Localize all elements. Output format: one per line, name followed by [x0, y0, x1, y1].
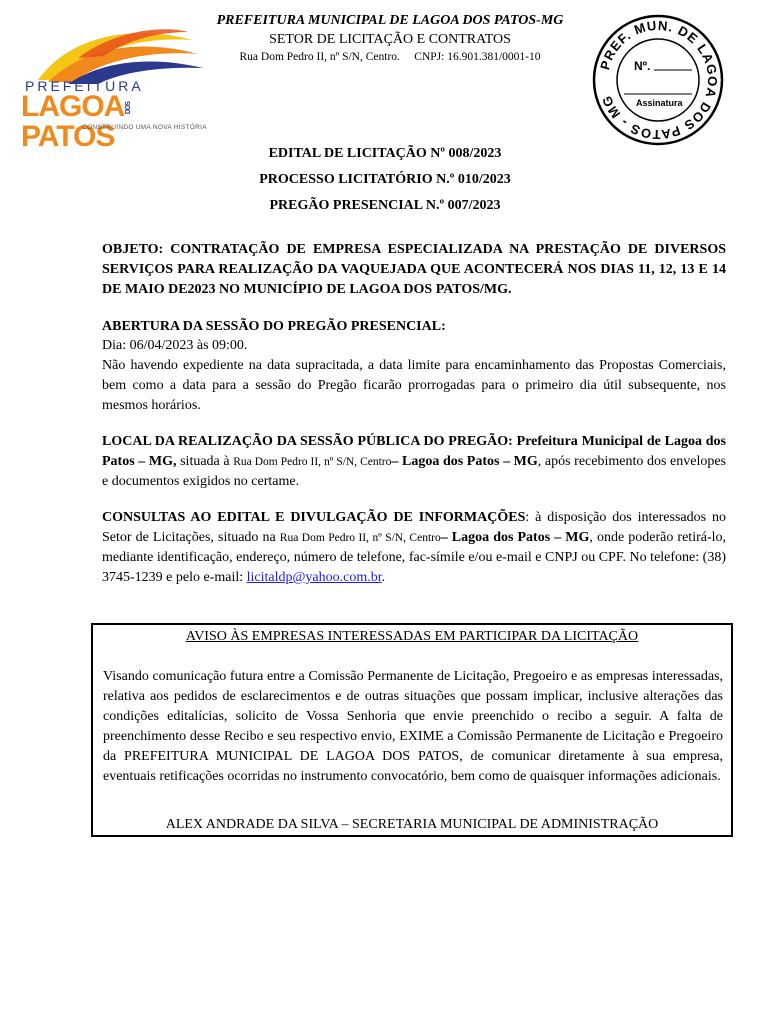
local-city: – Lagoa dos Patos – MG — [391, 454, 538, 469]
consultas-paragraph — [102, 508, 726, 588]
abertura-heading: ABERTURA DA SESSÃO DO PREGÃO PRESENCIAL: — [102, 319, 446, 334]
objeto-paragraph: OBJETO: CONTRATAÇÃO DE EMPRESA ESPECIALIZADA NA PRESTAÇÃO DE DIVERSOS SERVIÇOS PARA REALIZAÇÃO DA VAQUEJADA QUE ACONTECERÁ NOS DIAS 11, 12, 13 E 14 DE MAIO DE2023 NO MUNICÍPIO DE LAGOA DOS PATOS/MG. — [102, 242, 726, 297]
stamp-ring-text: PREF. MUN. DE LAGOA DOS PATOS - MG — [597, 17, 721, 143]
logo-text-lagoa-dos-patos — [21, 92, 208, 152]
local-address: Rua Dom Pedro II, nº S/N, Centro — [233, 456, 392, 468]
consultas-end: . — [381, 570, 386, 585]
logo-text-lagoa: LAGOA — [21, 90, 125, 123]
logo-text-patos: PATOS — [21, 120, 115, 153]
consultas-text-2: , onde poderão retirá-lo, mediante identificação, endereço, número de telefone, fac-símile e/ou e-mail e CNPJ ou CPF. No telefone: (38) 3745-1239 e pelo e-mail: — [102, 530, 727, 585]
title-pregao: PREGÃO PRESENCIAL N.º 007/2023 — [269, 198, 501, 213]
stamp-number-label: Nº. — [634, 59, 651, 73]
stamp-signature-label: Assinatura — [636, 98, 683, 108]
local-paragraph — [102, 432, 726, 492]
logo-tagline: CONSTRUINDO UMA NOVA HISTÓRIA — [82, 124, 207, 131]
header-prefeitura: PREFEITURA MUNICIPAL DE LAGOA DOS PATOS-MG — [216, 13, 564, 28]
aviso-title: AVISO ÀS EMPRESAS INTERESSADAS EM PARTICIPAR DA LICITAÇÃO — [185, 629, 639, 644]
svg-text:PREF. MUN. DE LAGOA DOS PATOS — [597, 18, 720, 142]
header-setor: SETOR DE LICITAÇÃO E CONTRATOS — [269, 32, 511, 47]
local-heading: LOCAL DA REALIZAÇÃO DA SESSÃO PÚBLICA DO PREGÃO: Prefeitura Municipal de Lagoa dos Patos – MG, — [102, 434, 726, 469]
aviso-body: Visando comunicação futura entre a Comissão Permanente de Licitação, Pregoeiro e as empresas interessadas, relativa aos pedidos de esclarecimentos e de outras situações que possam implicar, inclusive alterações das condições editalícias, solicito de Vossa Senhoria que envie preenchido o recibo a seguir. A falta de preenchimento desse Recibo e seu respectivo envio, EXIME a Comissão Permanente de Licitação e Pregoeiro da PREFEITURA MUNICIPAL DE LAGOA DOS PATOS, de comunicar diretamente à sua empresa, eventuais retificações ocorridas no instrumento convocatório, bem como de quaisquer informações adicionais. — [103, 669, 723, 784]
consultas-city: – Lagoa dos Patos – MG — [440, 530, 590, 545]
aviso-box — [91, 623, 733, 837]
abertura-text: Não havendo expediente na data supracitada, a data limite para encaminhamento das Propostas Comerciais, bem como a data para a sessão do Pregão ficarão prorrogadas para o primeiro dia útil subsequente, nos mesmos horários. — [102, 358, 726, 413]
abertura-dia: Dia: 06/04/2023 às 09:00. — [102, 338, 248, 353]
logo-text-prefeitura: PREFEITURA — [25, 78, 144, 94]
email-link[interactable]: licitaldp@yahoo.com.br — [246, 570, 382, 585]
consultas-address: Rua Dom Pedro II, nº S/N, Centro — [279, 532, 441, 544]
prefeitura-logo — [18, 18, 208, 153]
consultas-heading: CONSULTAS AO EDITAL E DIVULGAÇÃO DE INFORMAÇÕES — [102, 510, 526, 525]
aviso-signature: ALEX ANDRADE DA SILVA – SECRETARIA MUNICIPAL DE ADMINISTRAÇÃO — [165, 817, 659, 832]
title-processo: PROCESSO LICITATÓRIO N.º 010/2023 — [259, 172, 511, 187]
local-rest: , após recebimento dos envelopes e documentos exigidos no certame. — [102, 454, 726, 489]
consultas-text-1: : à disposição dos interessados no Setor de Licitações, situado na — [102, 510, 726, 545]
prefeitura-stamp — [590, 12, 726, 148]
logo-text-dos: DOS — [125, 101, 133, 115]
title-edital: EDITAL DE LICITAÇÃO Nº 008/2023 — [268, 146, 502, 161]
local-situada: situada à — [176, 454, 234, 469]
header-address: Rua Dom Pedro II, nº S/N, Centro. CNPJ: 16.901.381/0001-10 — [239, 51, 541, 63]
